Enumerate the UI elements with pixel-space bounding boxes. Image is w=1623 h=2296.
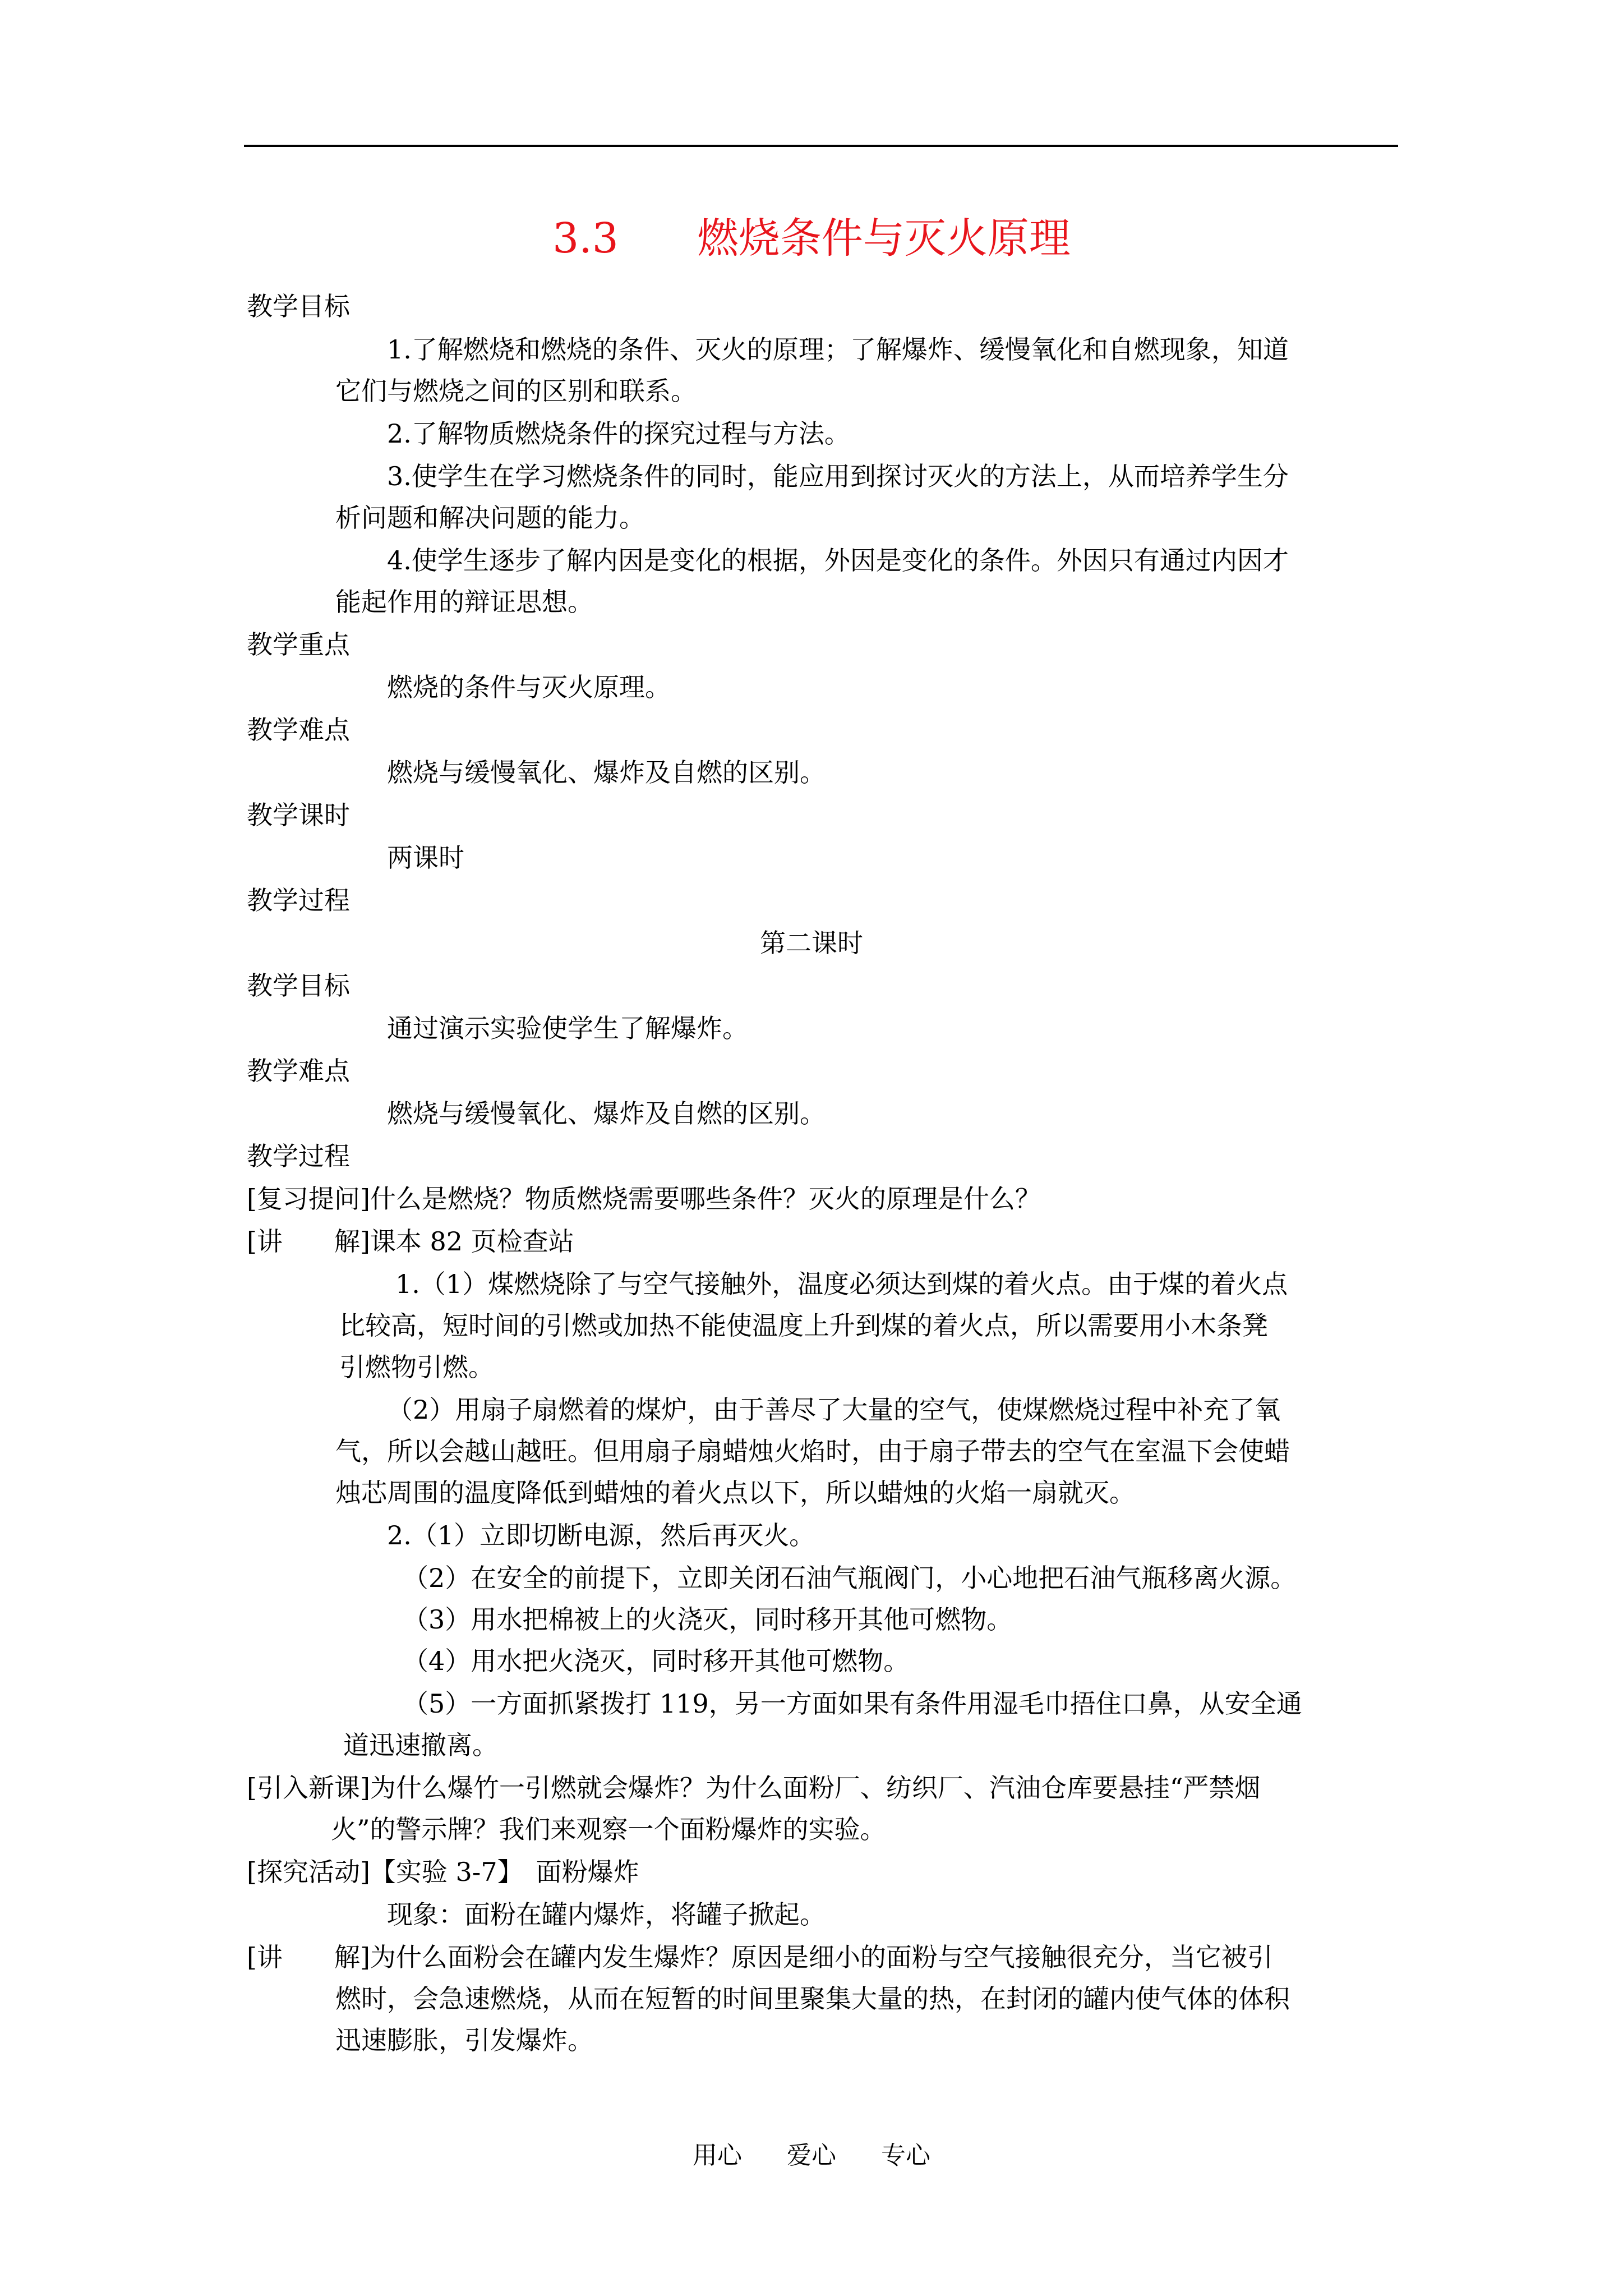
- paragraph-line: （2）用扇子扇燃着的煤炉，由于善尽了大量的空气，使煤燃烧过程中补充了氧: [387, 1395, 1281, 1425]
- paragraph-line: 燃烧的条件与灭火原理。: [387, 672, 671, 702]
- heading-class-hours: 教学课时: [247, 800, 350, 830]
- paragraph-line: 两课时: [387, 843, 464, 873]
- heading-difficulties: 教学难点: [247, 715, 350, 745]
- paragraph-line: 燃烧与缓慢氧化、爆炸及自燃的区别。: [387, 757, 826, 788]
- heading-key-points: 教学重点: [247, 629, 350, 660]
- section-number: 3.3: [552, 214, 619, 263]
- page-title: [0, 210, 1623, 266]
- footer-word: 用心: [693, 2141, 742, 2170]
- footer-word: 专心: [881, 2141, 930, 2170]
- paragraph-line: 烛芯周围的温度降低到蜡烛的着火点以下，所以蜡烛的火焰一扇就灭。: [335, 1478, 1135, 1508]
- paragraph-line: 现象：面粉在罐内爆炸，将罐子掀起。: [387, 1899, 826, 1930]
- paragraph-line: 火”的警示牌？我们来观察一个面粉爆炸的实验。: [331, 1814, 886, 1844]
- subheading-second-lesson: 第二课时: [760, 928, 863, 958]
- paragraph-line: 燃烧与缓慢氧化、爆炸及自燃的区别。: [387, 1098, 826, 1129]
- paragraph-line: （4）用水把火浇灭，同时移开其他可燃物。: [403, 1646, 910, 1676]
- header-rule: [244, 145, 1398, 147]
- paragraph-line: 析问题和解决问题的能力。: [335, 503, 645, 533]
- paragraph-line: 迅速膨胀，引发爆炸。: [335, 2025, 593, 2055]
- heading-objectives: 教学目标: [247, 291, 350, 321]
- page-footer: [0, 2139, 1623, 2173]
- paragraph-line: [引入新课]为什么爆竹一引燃就会爆炸？为什么面粉厂、纺织厂、汽油仓库要悬挂“严禁烟: [247, 1773, 1261, 1803]
- paragraph-line: 气，所以会越山越旺。但用扇子扇蜡烛火焰时，由于扇子带去的空气在室温下会使蜡: [335, 1436, 1290, 1466]
- paragraph-line: 1.（1）煤燃烧除了与空气接触外，温度必须达到煤的着火点。由于煤的着火点: [395, 1269, 1288, 1299]
- section-title: 燃烧条件与灭火原理: [697, 214, 1071, 263]
- paragraph-line: 2.（1）立即切断电源，然后再灭火。: [387, 1520, 815, 1550]
- paragraph-line: 能起作用的辩证思想。: [335, 587, 593, 617]
- heading-objectives: 教学目标: [247, 970, 350, 1001]
- paragraph-line: [探究活动]【实验 3-7】 面粉爆炸: [247, 1857, 639, 1887]
- paragraph-line: 它们与燃烧之间的区别和联系。: [335, 376, 697, 406]
- heading-process: 教学过程: [247, 1141, 350, 1171]
- paragraph-line: 道迅速撤离。: [343, 1730, 498, 1760]
- paragraph-line: 2.了解物质燃烧条件的探究过程与方法。: [387, 418, 850, 449]
- paragraph-line: [讲 解]课本 82 页检查站: [247, 1226, 574, 1257]
- paragraph-line: 4.使学生逐步了解内因是变化的根据，外因是变化的条件。外因只有通过内因才: [387, 545, 1289, 576]
- heading-process: 教学过程: [247, 885, 350, 915]
- paragraph-line: （3）用水把棉被上的火浇灭，同时移开其他可燃物。: [403, 1604, 1013, 1635]
- paragraph-line: 1.了解燃烧和燃烧的条件、灭火的原理；了解爆炸、缓慢氧化和自燃现象，知道: [387, 334, 1289, 365]
- paragraph-line: 通过演示实验使学生了解爆炸。: [387, 1013, 748, 1043]
- paragraph-line: [复习提问]什么是燃烧？物质燃烧需要哪些条件？灭火的原理是什么？: [247, 1184, 1041, 1214]
- paragraph-line: （5）一方面抓紧拨打 119，另一方面如果有条件用湿毛巾捂住口鼻，从安全通: [403, 1688, 1302, 1719]
- paragraph-line: 燃时，会急速燃烧，从而在短暂的时间里聚集大量的热，在封闭的罐内使气体的体积: [335, 1984, 1290, 2014]
- footer-word: 爱心: [787, 2141, 836, 2170]
- paragraph-line: （2）在安全的前提下，立即关闭石油气瓶阀门，小心地把石油气瓶移离火源。: [403, 1563, 1297, 1593]
- paragraph-line: [讲 解]为什么面粉会在罐内发生爆炸？原因是细小的面粉与空气接触很充分，当它被引: [247, 1942, 1273, 1972]
- paragraph-line: 比较高，短时间的引燃或加热不能使温度上升到煤的着火点，所以需要用小木条凳: [339, 1310, 1268, 1341]
- heading-difficulties: 教学难点: [247, 1056, 350, 1086]
- paragraph-line: 引燃物引燃。: [339, 1352, 494, 1382]
- paragraph-line: 3.使学生在学习燃烧条件的同时，能应用到探讨灭火的方法上，从而培养学生分: [387, 461, 1289, 491]
